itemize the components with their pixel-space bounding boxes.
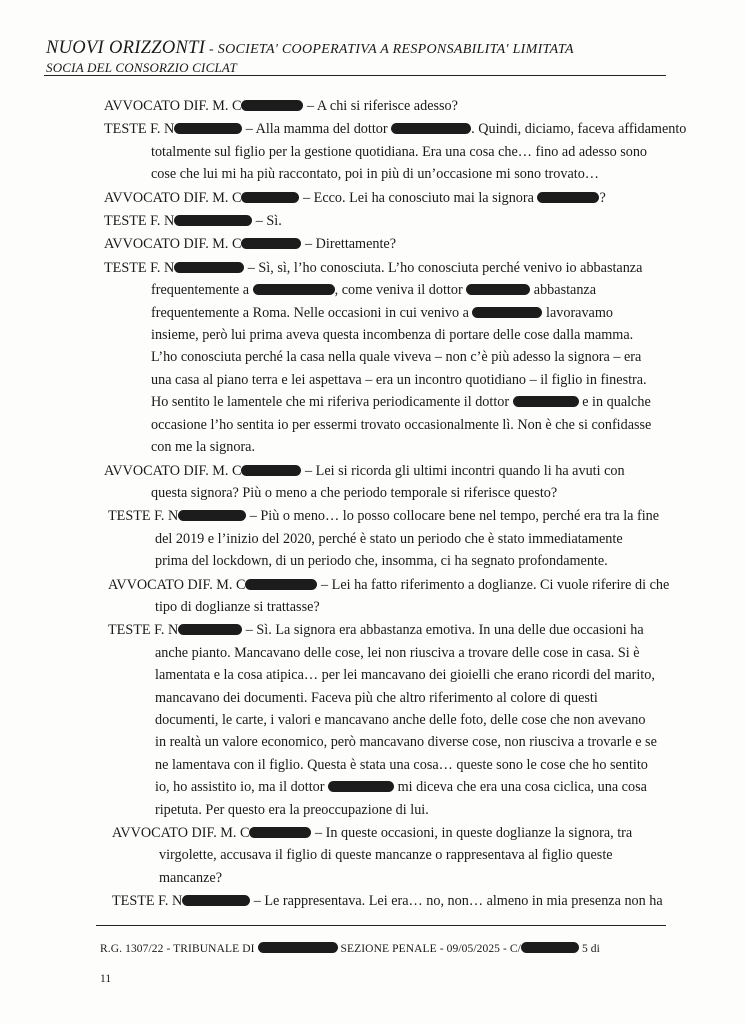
speaker-line: TESTE F. N – Più o meno… lo posso collocare bene nel tempo, perché era tra la fine: [108, 508, 660, 525]
header-company: [46, 38, 574, 59]
redaction-mark: [241, 465, 301, 476]
continuation-line: tipo di doglianze si trattasse?: [155, 598, 320, 615]
transcript-paragraph: [100, 822, 670, 889]
transcript-paragraph: [100, 187, 670, 209]
page-footer: [100, 934, 668, 994]
continuation-line: prima del lockdown, di un periodo che, insomma, ci ha segnato profondamente.: [155, 553, 608, 570]
continuation-line: cose che lui mi ha più raccontato, poi in più di un’occasione mi sono trovato…: [151, 166, 599, 183]
speaker-line: TESTE F. N – Sì. La signora era abbastanza emotiva. In una delle due occasioni ha: [108, 622, 644, 639]
transcript-paragraph: [100, 233, 670, 255]
redaction-mark: [182, 895, 250, 906]
company-name: NUOVI ORIZZONTI: [46, 38, 206, 58]
transcript-paragraph: [100, 210, 670, 232]
redaction-mark: [258, 942, 338, 953]
continuation-line: con me la signora.: [151, 439, 256, 456]
continuation-line: in realtà un valore economico, però mancavano diverse cose, non riusciva a trovarle e se: [155, 734, 657, 751]
continuation-line: ne lamentava con il figlio. Questa è stata una cosa… queste sono le cose che ho sentito: [155, 756, 648, 773]
redaction-mark: [245, 579, 317, 590]
footer-page-total: 11: [100, 973, 112, 985]
redaction-mark: [472, 307, 542, 318]
redaction-mark: [328, 781, 394, 792]
continuation-line: totalmente sul figlio per la gestione quotidiana. Era una cosa che… fino ad adesso sono: [151, 143, 648, 160]
speaker-line: TESTE F. N – Alla mamma del dottor . Quindi, diciamo, faceva affidamento: [104, 121, 687, 138]
redaction-mark: [174, 262, 244, 273]
redaction-mark: [241, 100, 303, 111]
transcript-paragraph: [100, 619, 670, 821]
transcript-body: [100, 95, 687, 914]
redaction-mark: [241, 238, 301, 249]
continuation-line: frequentemente a Roma. Nelle occasioni in cui venivo a lavoravamo: [151, 304, 613, 321]
continuation-line: lamentata e la cosa atipica… per lei mancavano dei gioielli che erano ricordi del marito,: [155, 667, 655, 684]
header-consortium: SOCIA DEL CONSORZIO CICLAT: [46, 60, 237, 75]
speaker-line: AVVOCATO DIF. M. C – Lei ha fatto riferimento a doglianze. Ci vuole riferire di che: [108, 576, 670, 593]
continuation-line: anche pianto. Mancavano delle cose, lei non riusciva a trovare delle cose in casa. Si è: [155, 644, 640, 661]
redaction-mark: [178, 510, 246, 521]
footer-divider: [96, 925, 666, 926]
redaction-mark: [174, 123, 242, 134]
transcript-paragraph: [100, 118, 687, 185]
redaction-mark: [537, 192, 599, 203]
continuation-line: L’ho conosciuta perché la casa nella quale viveva – non c’è più adesso la signora – era: [151, 349, 642, 366]
continuation-line: mancavano dei documenti. Faceva più che altro riferimento al colore di questi: [155, 689, 598, 706]
continuation-line: frequentemente a , come veniva il dottor abbastanza: [151, 282, 597, 299]
continuation-line: insieme, però lui prima aveva questa incombenza di portare delle cose dalla mamma.: [151, 327, 634, 344]
speaker-line: AVVOCATO DIF. M. C – Direttamente?: [104, 236, 397, 253]
speaker-line: AVVOCATO DIF. M. C – Ecco. Lei ha conosciuto mai la signora ?: [104, 189, 606, 206]
continuation-line: questa signora? Più o meno a che periodo temporale si riferisce questo?: [151, 484, 558, 501]
continuation-line: occasione l’ho sentita io per essermi trovato occasionalmente lì. Non è che si confidasse: [151, 416, 652, 433]
redaction-mark: [174, 215, 252, 226]
redaction-mark: [241, 192, 299, 203]
speaker-line: TESTE F. N – Sì, sì, l’ho conosciuta. L’ho conosciuta perché venivo io abbastanza: [104, 259, 643, 276]
speaker-line: AVVOCATO DIF. M. C – Lei si ricorda gli ultimi incontri quando li ha avuti con: [104, 462, 625, 479]
redaction-mark: [391, 123, 471, 134]
continuation-line: ripetuta. Per questo era la preoccupazione di lui.: [155, 801, 429, 818]
header-divider: [44, 75, 666, 76]
redaction-mark: [466, 284, 530, 295]
continuation-line: documenti, le carte, i valori e mancavano anche delle foto, delle cose che non avevano: [155, 711, 646, 728]
continuation-line: Ho sentito le lamentele che mi riferiva periodicamente il dottor e in qualche: [151, 394, 651, 411]
transcript-paragraph: [100, 95, 670, 117]
continuation-line: io, ho assistito io, ma il dottor mi diceva che era una cosa ciclica, una cosa: [155, 779, 647, 796]
redaction-mark: [521, 942, 579, 953]
speaker-line: AVVOCATO DIF. M. C – In queste occasioni, in queste doglianze la signora, tra: [112, 825, 633, 841]
speaker-line: TESTE F. N – Sì.: [104, 213, 282, 230]
continuation-line: mancanze?: [159, 869, 223, 886]
continuation-line: del 2019 e l’inizio del 2020, perché è stato un periodo che è stato immediatamente: [155, 530, 623, 547]
transcript-paragraph: [100, 505, 670, 572]
redaction-mark: [178, 624, 242, 635]
speaker-line: TESTE F. N – Le rappresentava. Lei era… no, non… almeno in mia presenza non ha: [112, 893, 663, 910]
redaction-mark: [253, 284, 335, 295]
transcript-paragraph: [100, 574, 670, 619]
continuation-line: una casa al piano terra e lei aspettava – era un incontro quotidiano – il figlio in finestra.: [151, 371, 647, 388]
transcript-paragraph: [100, 460, 670, 505]
redaction-mark: [249, 827, 311, 838]
footer-case-line: R.G. 1307/22 - TRIBUNALE DI SEZIONE PENALE - 09/05/2025 - C/ 5 di: [100, 943, 600, 955]
transcript-paragraph: [100, 257, 670, 459]
continuation-line: virgolette, accusava il figlio di queste mancanze o rappresentava al figlio queste: [159, 847, 613, 864]
redaction-mark: [513, 396, 579, 407]
transcript-paragraph: [100, 890, 670, 912]
speaker-line: AVVOCATO DIF. M. C – A chi si riferisce adesso?: [104, 98, 458, 114]
company-type: - SOCIETA' COOPERATIVA A RESPONSABILITA' LIMITATA: [205, 42, 574, 57]
